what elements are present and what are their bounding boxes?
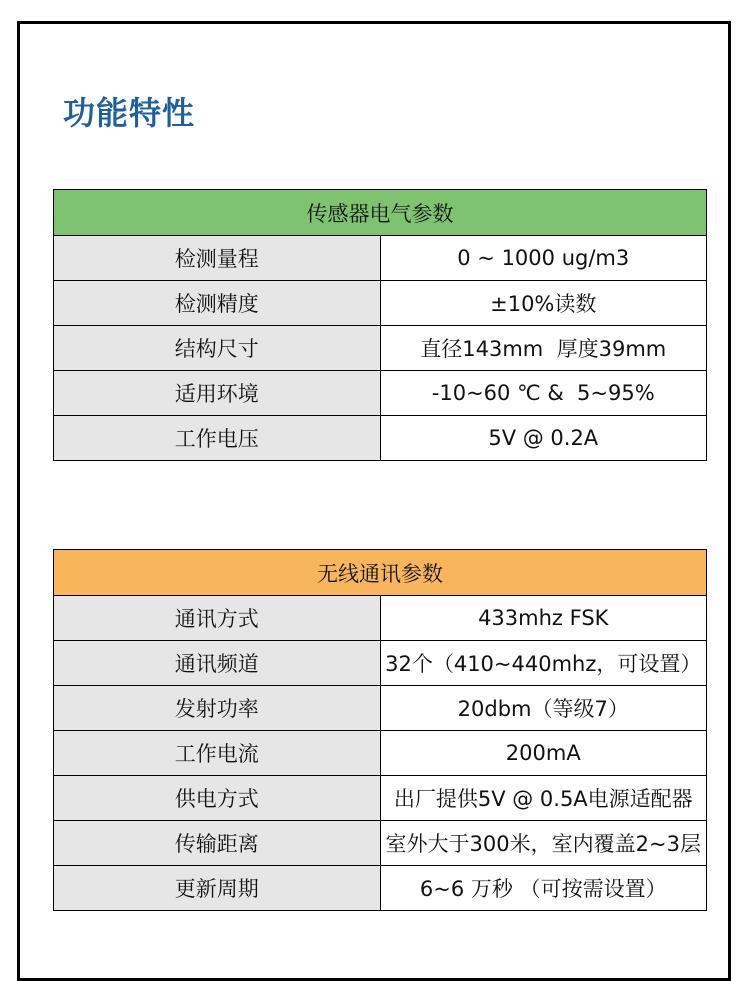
row-value: 直径143mm 厚度39mm [380,326,707,371]
table-row [54,236,707,281]
row-value: 32个（410~440mhz，可设置） [380,641,707,686]
table-row [54,326,707,371]
row-label: 传输距离 [54,821,381,866]
table-row [54,686,707,731]
row-label: 通讯方式 [54,596,381,641]
row-value: 433mhz FSK [380,596,707,641]
wireless-spec-table [53,549,707,911]
row-value: 0 ~ 1000 ug/m3 [380,236,707,281]
row-label: 检测量程 [54,236,381,281]
row-value: 20dbm（等级7） [380,686,707,731]
table-row [54,641,707,686]
row-value: ±10%读数 [380,281,707,326]
table-row [54,821,707,866]
row-label: 通讯频道 [54,641,381,686]
table-row [54,416,707,461]
row-label: 供电方式 [54,776,381,821]
row-label: 更新周期 [54,866,381,911]
row-value: -10~60 ℃ & 5~95% [380,371,707,416]
table-row [54,281,707,326]
row-value: 5V @ 0.2A [380,416,707,461]
table-header-row [54,550,707,596]
table-row [54,731,707,776]
sensor-spec-table [53,189,707,461]
row-label: 适用环境 [54,371,381,416]
table-row [54,371,707,416]
table-header-row [54,190,707,236]
row-value: 200mA [380,731,707,776]
row-value: 出厂提供5V @ 0.5A电源适配器 [380,776,707,821]
row-label: 结构尺寸 [54,326,381,371]
sensor-table-header: 传感器电气参数 [54,190,707,236]
table-row [54,596,707,641]
row-label: 工作电压 [54,416,381,461]
row-label: 发射功率 [54,686,381,731]
row-label: 检测精度 [54,281,381,326]
table-row [54,866,707,911]
page-title: 功能特性 [63,94,196,132]
row-value: 室外大于300米，室内覆盖2~3层 [380,821,707,866]
table-row [54,776,707,821]
row-label: 工作电流 [54,731,381,776]
row-value: 6~6 万秒 （可按需设置） [380,866,707,911]
wireless-table-header: 无线通讯参数 [54,550,707,596]
